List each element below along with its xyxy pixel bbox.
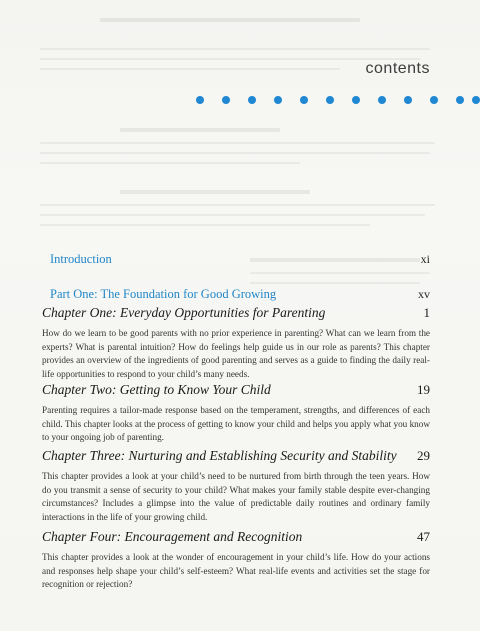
chapter-description: How do we learn to be good parents with no prior experience in parenting? What can we learn from the experts? What is parental intuition? How do feelings help guide us in our role as parents? This chapter provides an overview of the ingredients of good parenting and serves as a guide to finding the daily real-life opportunities to respond to your child’s many needs. bbox=[42, 328, 430, 379]
chapter-description: This chapter provides a look at your child’s need to be nurtured from birth through the teen years. How do you transmit a sense of security to your child? What makes your family stable despite ever-changing circumstances? Includes a glimpse into the value of predictable daily routines and ordinary family interactions in the life of your growing child. bbox=[42, 471, 430, 522]
toc-chapter-three bbox=[42, 448, 430, 524]
toc-part-one-page: xv bbox=[418, 287, 430, 301]
decorative-dot bbox=[222, 96, 230, 104]
decorative-dot bbox=[300, 96, 308, 104]
decorative-dot-row bbox=[196, 96, 480, 106]
toc-entry-introduction bbox=[50, 252, 430, 267]
decorative-dot bbox=[352, 96, 360, 104]
toc-part-one-label: Part One: The Foundation for Good Growing bbox=[50, 287, 277, 301]
chapter-description: This chapter provides a look at the wonder of encouragement in your child’s life. How do your actions and responses help shape your child’s self-esteem? What real-life events and activities set the stage for recognition or rejection? bbox=[42, 552, 430, 590]
chapter-page: 29 bbox=[417, 448, 430, 463]
toc-introduction-label: Introduction bbox=[50, 252, 112, 266]
decorative-dot bbox=[274, 96, 282, 104]
chapter-title: Chapter One: Everyday Opportunities for Parenting bbox=[42, 305, 326, 320]
decorative-dot bbox=[472, 96, 480, 104]
toc-introduction-page: xi bbox=[420, 252, 430, 266]
toc-chapter-one bbox=[42, 305, 430, 381]
decorative-dot bbox=[456, 96, 464, 104]
chapter-title: Chapter Three: Nurturing and Establishing Security and Stability bbox=[42, 448, 397, 463]
toc-entry-part-one bbox=[50, 287, 430, 302]
decorative-dot bbox=[430, 96, 438, 104]
toc-chapter-four bbox=[42, 529, 430, 592]
decorative-dot bbox=[404, 96, 412, 104]
chapter-description: Parenting requires a tailor-made response based on the temperament, strengths, and differences of each child. This chapter looks at the process of getting to know your child and helps you apply what you know to your ongoing job of parenting. bbox=[42, 405, 430, 443]
chapter-page: 19 bbox=[417, 382, 430, 397]
chapter-page: 1 bbox=[423, 305, 430, 320]
decorative-dot bbox=[248, 96, 256, 104]
chapter-title: Chapter Two: Getting to Know Your Child bbox=[42, 382, 271, 397]
chapter-page: 47 bbox=[417, 529, 430, 544]
contents-heading: contents bbox=[365, 60, 430, 77]
decorative-dot bbox=[378, 96, 386, 104]
chapter-title: Chapter Four: Encouragement and Recognition bbox=[42, 529, 303, 544]
toc-chapter-two bbox=[42, 382, 430, 445]
decorative-dot bbox=[326, 96, 334, 104]
decorative-dot bbox=[196, 96, 204, 104]
